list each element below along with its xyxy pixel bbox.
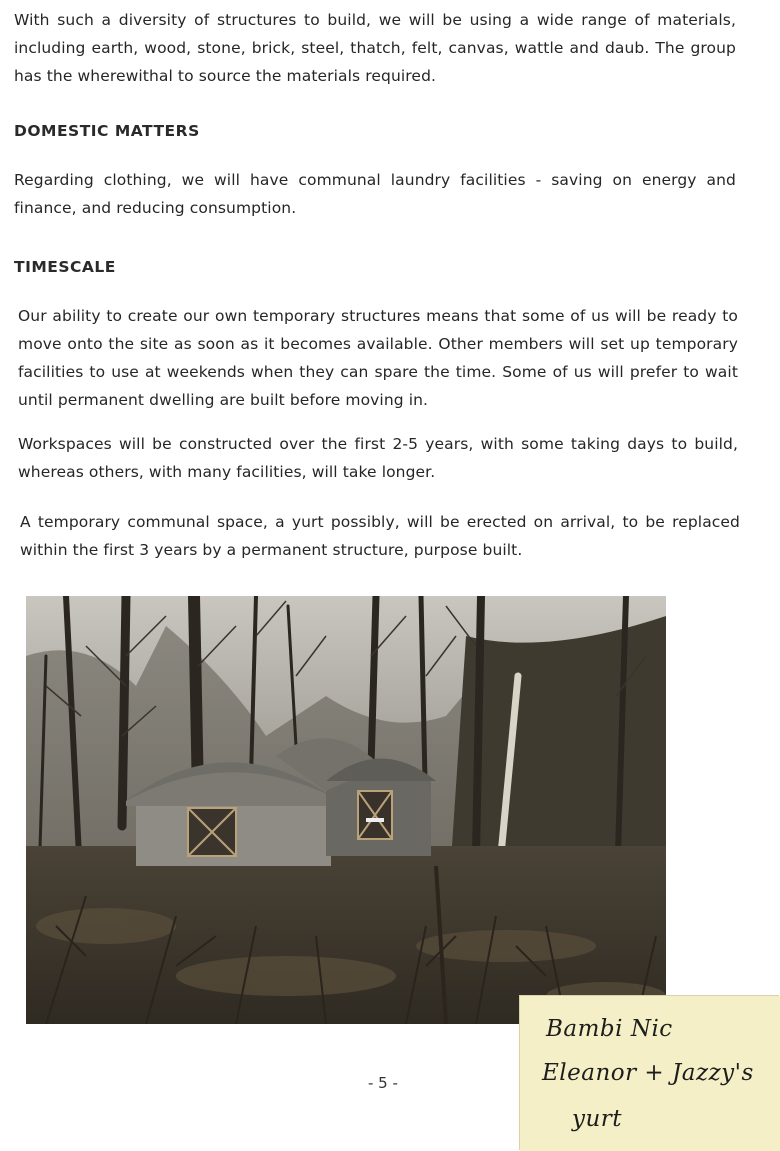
timescale-heading: TIMESCALE [14, 258, 116, 276]
materials-paragraph: With such a diversity of structures to build, we will be using a wide range of materials, including earth, wood, stone, brick, steel, thatch, felt, canvas, wattle and daub. The group has the wherewithal to source the materials required. [14, 11, 736, 85]
note-line-2: Eleanor + Jazzy's [542, 1060, 754, 1086]
domestic-matters-heading: DOMESTIC MATTERS [14, 122, 200, 140]
note-line-1: Bambi Nic [546, 1016, 673, 1042]
woodland-yurt-illustration [26, 596, 666, 1024]
temporary-structures-paragraph: Our ability to create our own temporary structures means that some of us will be ready to move onto the site as soon as it becomes available. Other members will set up temporary facilities to use at weekends when they can spare the time. Some of us will prefer to wait until permanent dwelling are built before moving in. [18, 307, 738, 409]
clothing-paragraph: Regarding clothing, we will have communal laundry facilities - saving on energy and finance, and reducing consumption. [14, 171, 736, 217]
workspaces-paragraph: Workspaces will be constructed over the first 2-5 years, with some taking days to build, whereas others, with many facilities, will take longer. [18, 435, 738, 481]
note-line-3: yurt [572, 1106, 623, 1132]
yurt-photo [26, 596, 666, 1024]
page-number: - 5 - [368, 1074, 398, 1092]
communal-space-paragraph: A temporary communal space, a yurt possibly, will be erected on arrival, to be replaced within the first 3 years by a permanent structure, purpose built. [20, 513, 740, 559]
handwritten-note [520, 996, 780, 1151]
